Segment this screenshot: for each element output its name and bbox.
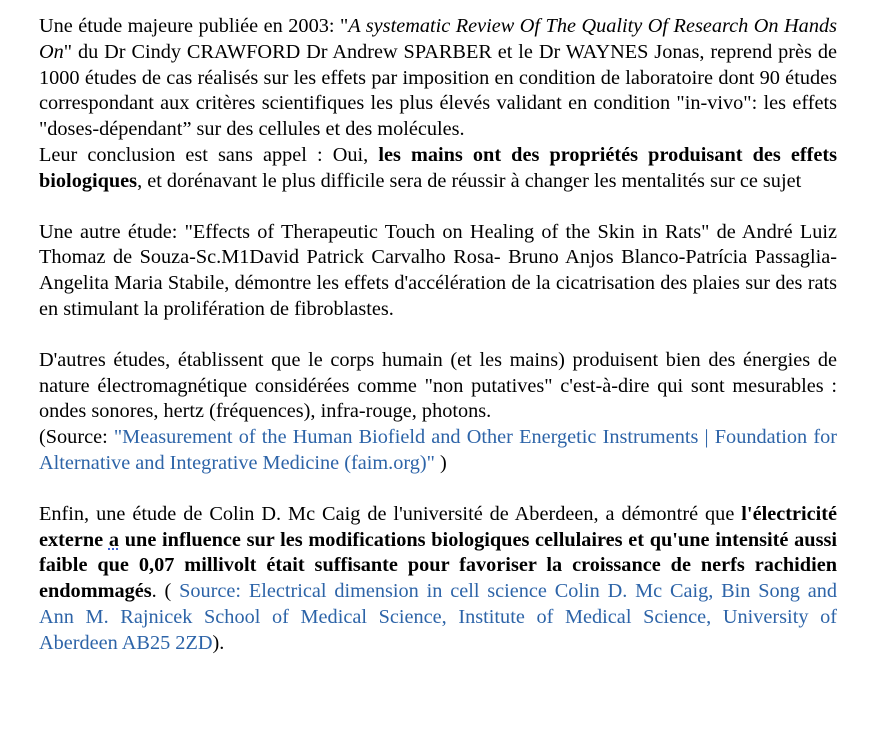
mccaig-end-text: ). [212,631,225,654]
paragraph-conclusion [39,143,837,195]
mccaig-mid-text: . ( [151,580,180,603]
spellcheck-marked-word[interactable]: a [108,528,120,551]
mccaig-intro-text: Enfin, une étude de Colin D. Mc Caig de l'université de Aberdeen, a démontré que [39,502,742,525]
crawford-intro-text: Une étude majeure publiée en 2003: " [39,15,349,37]
paragraph-biofield-studies [39,348,837,477]
conclusion-intro-text: Leur conclusion est sans appel : Oui, [39,143,379,166]
biofield-source-open: (Source: [39,426,114,449]
biofield-text: D'autres études, établissent que le corps humain (et les mains) produisent bien des énergies de nature électromagnétique considérées comme "non putatives" c'est-à-dire qui sont mesurables : ondes sonores, hertz (fréquences), infra-rouge, photons. [39,348,837,423]
mccaig-bold-rest: une influence sur les modifications biologiques cellulaires et qu'une intensité aussi faible que 0,07 millivolt était suffisante pour favoriser la croissance de nerfs rachidien endommagés [39,528,837,603]
conclusion-bold-claim: les mains ont des propriétés produisant des effets biologiques [39,143,838,192]
paragraph-therapeutic-touch-study [39,220,837,323]
mccaig-bold-start: l'électricité externe [39,502,837,551]
therapeutic-touch-text: Une autre étude: "Effects of Therapeutic Touch on Healing of the Skin in Rats" de André Luiz Thomaz de Souza-Sc.M1David Patrick Carvalho Rosa- Bruno Anjos Blanco-Patrícia Passaglia-Angelita Maria Stabile, démontre les effets d'accélération de la cicatrisation des plaies sur des rats en stimulant la prolifération de fibroblastes. [39,220,837,320]
document-body [39,14,837,657]
crawford-study-title: A systematic Review Of The Quality Of Research On Hands On [39,15,837,63]
conclusion-end-text: , et dorénavant le plus difficile sera de réussir à changer les mentalités sur ce sujet [137,169,802,192]
biofield-source-link[interactable]: "Measurement of the Human Biofield and Other Energetic Instruments | Foundation for Alternative and Integrative Medicine (faim.org)" [39,426,837,474]
paragraph-mccaig-study [39,502,837,657]
mccaig-source-link[interactable]: Source: Electrical dimension in cell science Colin D. Mc Caig, Bin Song and Ann M. Rajnicek School of Medical Science, Institute of Medical Science, University of Aberdeen AB25 2ZD [39,580,837,654]
paragraph-crawford-study [39,14,837,143]
crawford-description-text: " du Dr Cindy CRAWFORD Dr Andrew SPARBER et le Dr WAYNES Jonas, reprend près de 1000 études de cas réalisés sur les effets par imposition en condition de laboratoire dont 90 études correspondant aux critères scientifiques les plus élevés validant en condition "in-vivo": les effets "doses-dépendant” sur des cellules et des molécules. [39,40,837,141]
biofield-source-close: ) [434,451,447,474]
